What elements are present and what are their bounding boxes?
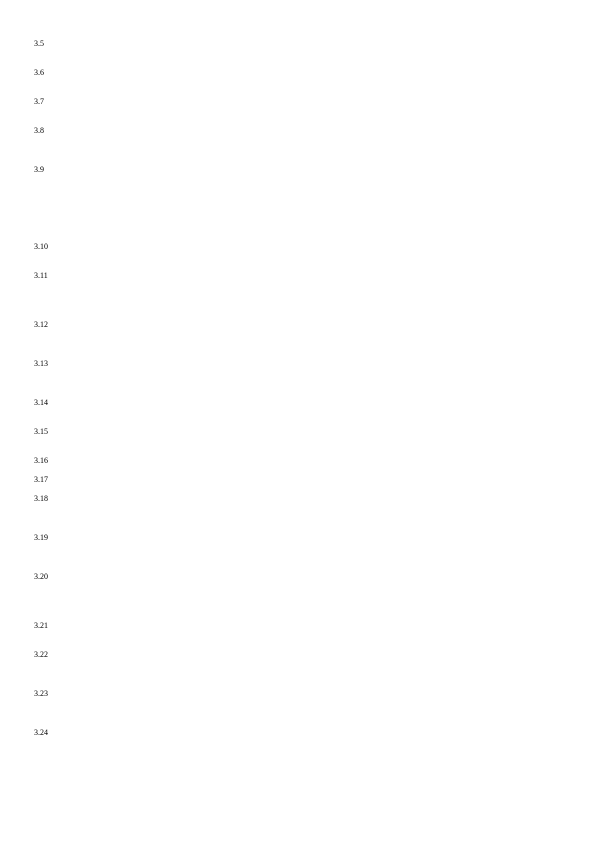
paragraph-3-10: [34, 242, 561, 262]
paragraph-3-8: [34, 126, 561, 156]
clause-number: 3.5: [34, 39, 44, 48]
paragraph-3-19: [34, 533, 561, 563]
paragraph-3-14: [34, 398, 561, 418]
paragraph-3-23: [34, 689, 561, 719]
paragraph-3-7: [34, 97, 561, 117]
paragraph-3-12: [34, 320, 561, 350]
clause-number: 3.20: [34, 572, 48, 581]
clause-number: 3.23: [34, 689, 48, 698]
paragraph-3-24: [34, 728, 561, 738]
clause-number: 3.24: [34, 728, 48, 737]
clause-number: 3.16: [34, 456, 48, 465]
paragraph-3-5: [34, 39, 561, 59]
paragraph-3-13: [34, 359, 561, 389]
paragraph-3-15: [34, 427, 561, 447]
paragraph-3-9-continuation-a: [34, 184, 561, 214]
paragraph-continuation: [34, 10, 561, 30]
paragraph-3-11: [34, 271, 561, 311]
paragraph-3-6: [34, 68, 561, 88]
paragraph-3-20: [34, 572, 561, 612]
clause-number: 3.14: [34, 398, 48, 407]
paragraph-3-9-continuation-b: [34, 223, 561, 233]
clause-number: 3.18: [34, 494, 48, 503]
clause-number: 3.6: [34, 68, 44, 77]
clause-number: 3.7: [34, 97, 44, 106]
paragraph-3-16: [34, 456, 561, 466]
clause-number: 3.12: [34, 320, 48, 329]
clause-number: 3.10: [34, 242, 48, 251]
clause-number: 3.11: [34, 271, 48, 280]
clause-number: 3.9: [34, 165, 44, 174]
clause-number: 3.8: [34, 126, 44, 135]
clause-number: 3.19: [34, 533, 48, 542]
paragraph-3-21: [34, 621, 561, 641]
clause-number: 3.22: [34, 650, 48, 659]
paragraph-3-9: [34, 165, 561, 175]
paragraph-3-22: [34, 650, 561, 680]
clause-number: 3.15: [34, 427, 48, 436]
clause-number: 3.17: [34, 475, 48, 484]
clause-number: 3.13: [34, 359, 48, 368]
clause-number: 3.21: [34, 621, 48, 630]
paragraph-3-17: [34, 475, 561, 485]
paragraph-3-18: [34, 494, 561, 524]
